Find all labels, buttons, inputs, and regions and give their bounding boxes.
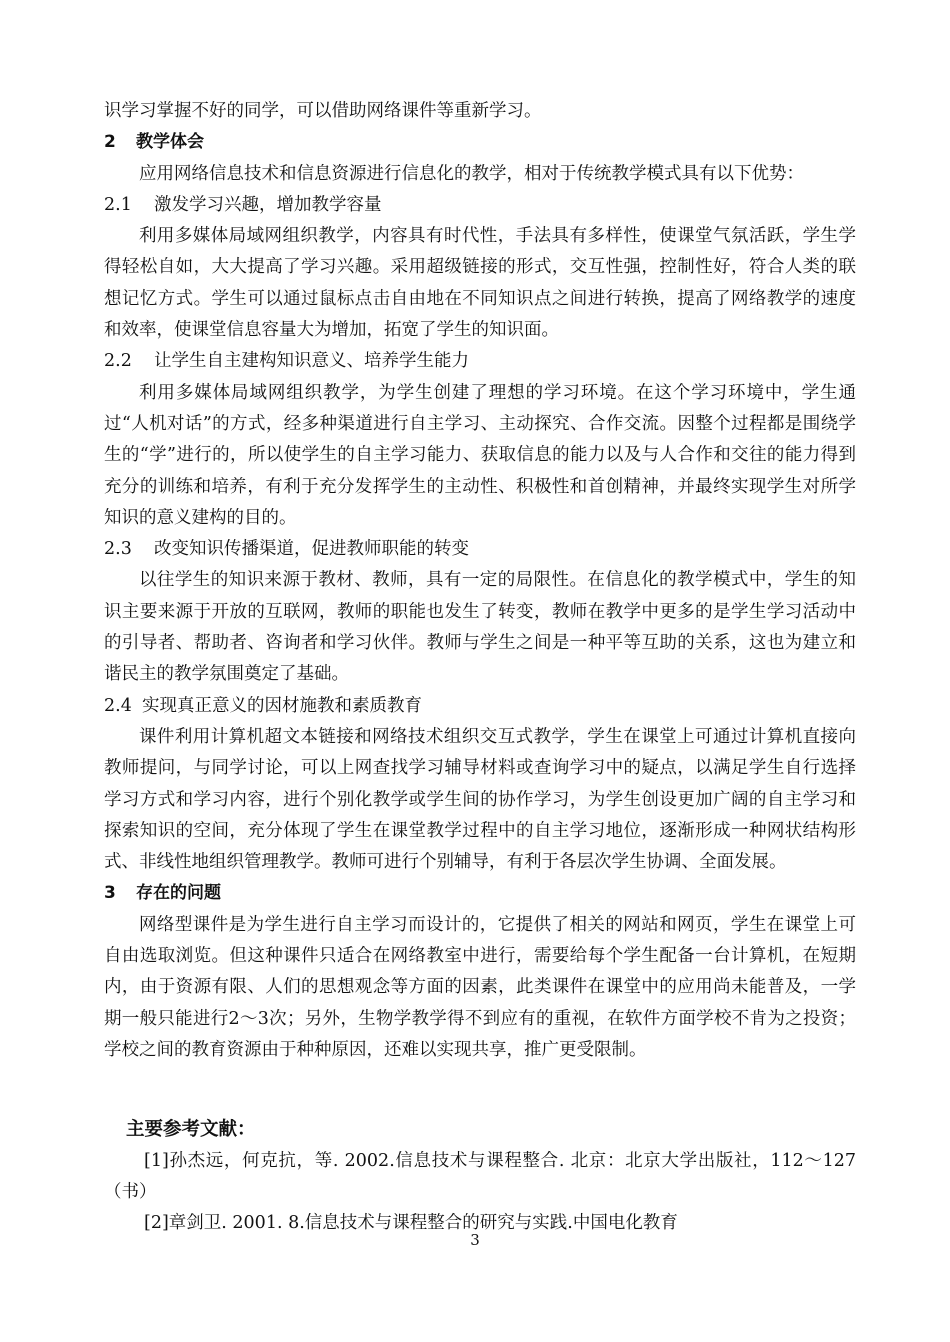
section-3-heading bbox=[104, 878, 856, 909]
subsection-number: 2.1 bbox=[104, 194, 132, 215]
section-2-heading bbox=[104, 127, 856, 158]
continuation-paragraph: 识学习掌握不好的同学，可以借助网络课件等重新学习。 bbox=[104, 101, 542, 121]
document-page bbox=[104, 96, 856, 1239]
section-3-body: 网络型课件是为学生进行自主学习而设计的，它提供了相关的网站和网页，学生在课堂上可自由选取浏览。但这种课件只适合在网络教室中进行，需要给每个学生配备一台计算机，在短期内，由于资源有限、人们的思想观念等方面的因素，此类课件在课堂中的应用尚未能普及，一学期一般只能进行2～3次；另外，生物学教学得不到应有的重视，在软件方面学校不肯为之投资；学校之间的教育资源由于种种原因，还难以实现共享，推广更受限制。 bbox=[104, 914, 856, 1060]
subsection-title: 让学生自主建构知识意义、培养学生能力 bbox=[154, 351, 469, 372]
section-2-number: 2 bbox=[104, 132, 116, 153]
subsection-2-1-heading bbox=[104, 190, 856, 221]
page-number: 3 bbox=[470, 1231, 480, 1249]
subsection-2-4-body: 课件利用计算机超文本链接和网络技术组织交互式教学，学生在课堂上可通过计算机直接向教师提问，与同学讨论，可以上网查找学习辅导材料或查询学习中的疑点，以满足学生自行选择学习方式和学习内容，进行个别化教学或学生间的协作学习，为学生创设更加广阔的自主学习和探索知识的空间，充分体现了学生在课堂教学过程中的自主学习地位，逐渐形成一种网状结构形式、非线性地组织管理教学。教师可进行个别辅导，有利于各层次学生协调、全面发展。 bbox=[104, 726, 856, 873]
subsection-number: 2.4 bbox=[104, 695, 132, 716]
section-2-title: 教学体会 bbox=[136, 132, 204, 153]
section-3-title: 存在的问题 bbox=[136, 883, 221, 904]
subsection-title: 激发学习兴趣，增加教学容量 bbox=[154, 194, 382, 215]
subsection-2-3-heading bbox=[104, 534, 856, 565]
subsection-title: 实现真正意义的因材施教和素质教育 bbox=[142, 695, 422, 716]
subsection-number: 2.3 bbox=[104, 539, 132, 560]
subsection-2-1-body: 利用多媒体局域网组织教学，内容具有时代性，手法具有多样性，使课堂气氛活跃，学生学得轻松自如，大大提高了学习兴趣。采用超级链接的形式，交互性强，控制性好，符合人类的联想记忆方式。学生可以通过鼠标点击自由地在不同知识点之间进行转换，提高了网络教学的速度和效率，使课堂信息容量大为增加，拓宽了学生的知识面。 bbox=[104, 226, 856, 341]
subsection-number: 2.2 bbox=[104, 351, 132, 372]
subsection-2-3-body: 以往学生的知识来源于教材、教师，具有一定的局限性。在信息化的教学模式中，学生的知识主要来源于开放的互联网，教师的职能也发生了转变，教师在教学中更多的是学生学习活动中的引导者、帮助者、咨询者和学习伙伴。教师与学生之间是一种平等互助的关系，这也为建立和谐民主的教学氛围奠定了基础。 bbox=[104, 570, 856, 685]
reference-item-2: [2]章剑卫. 2001. 8.信息技术与课程整合的研究与实践.中国电化教育 bbox=[144, 1213, 678, 1234]
subsection-2-2-body: 利用多媒体局域网组织教学，为学生创建了理想的学习环境。在这个学习环境中，学生通过“人机对话”的方式，经多种渠道进行自主学习、主动探究、合作交流。因整个过程都是围绕学生的“学”进行的，所以使学生的自主学习能力、获取信息的能力以及与人合作和交往的能力得到充分的训练和培养，有利于充分发挥学生的主动性、积极性和首创精神，并最终实现学生对所学知识的意义建构的目的。 bbox=[104, 382, 856, 528]
references-heading: 主要参考文献： bbox=[126, 1119, 256, 1141]
subsection-title: 改变知识传播渠道，促进教师职能的转变 bbox=[154, 539, 469, 560]
subsection-2-4-heading bbox=[104, 691, 856, 722]
section-3-number: 3 bbox=[104, 883, 116, 904]
reference-item-1: [1]孙杰远，何克抗，等. 2002.信息技术与课程整合. 北京：北京大学出版社，112～127 （书） bbox=[104, 1150, 856, 1202]
section-2-intro: 应用网络信息技术和信息资源进行信息化的教学，相对于传统教学模式具有以下优势： bbox=[139, 163, 804, 184]
subsection-2-2-heading bbox=[104, 346, 856, 377]
